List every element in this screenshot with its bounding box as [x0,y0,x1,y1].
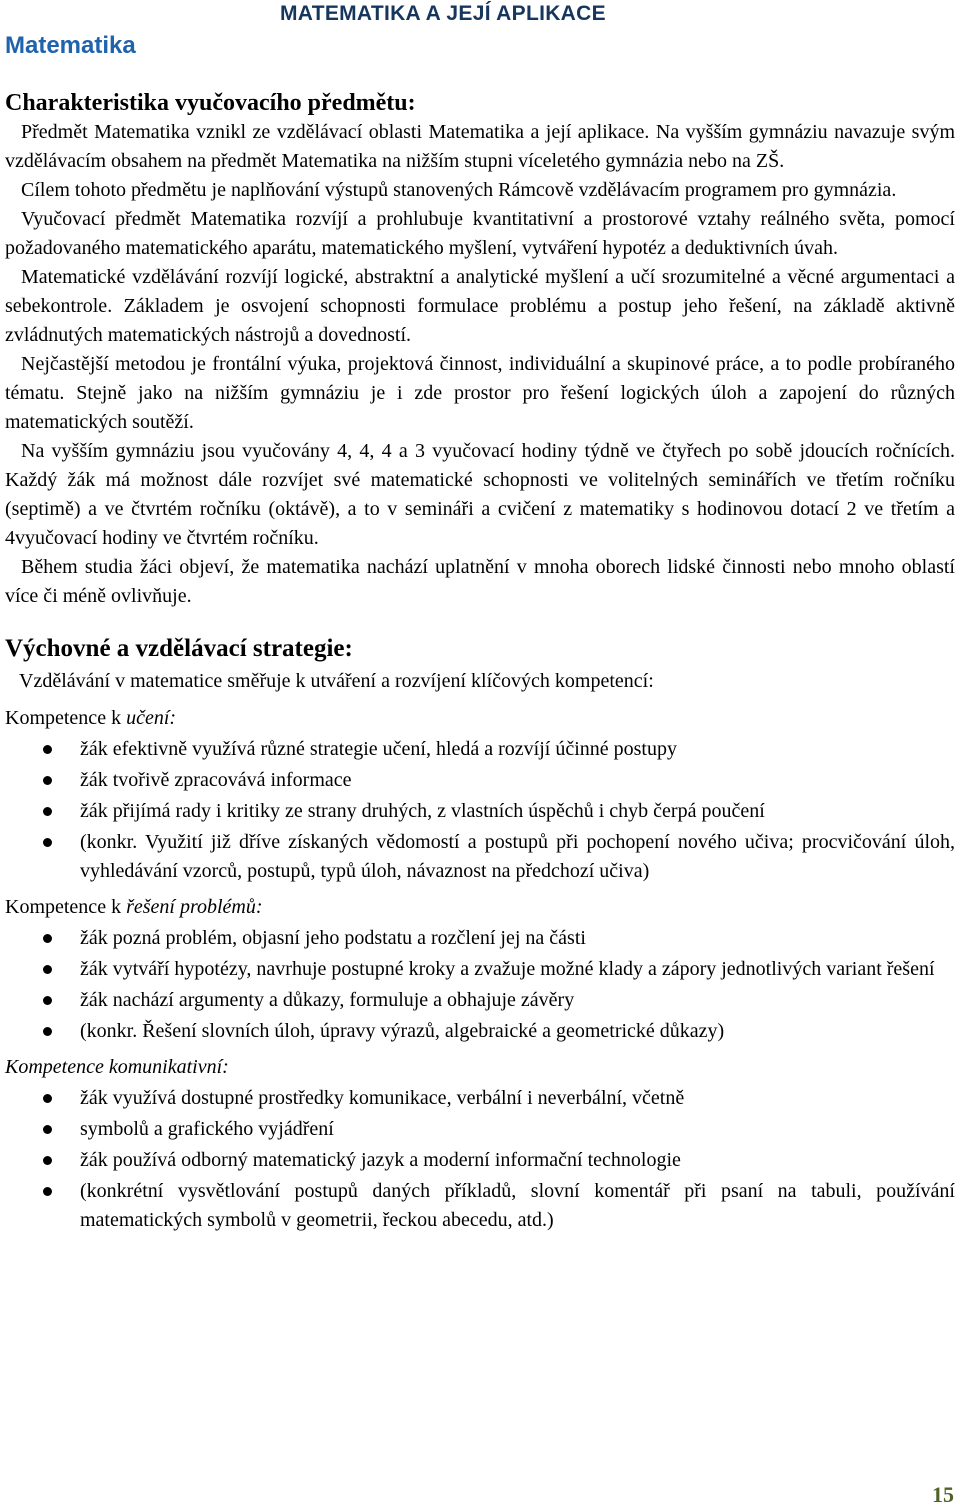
running-header: MATEMATIKA A JEJÍ APLIKACE [280,2,606,25]
list-item [5,1084,955,1113]
competence-prefix: Kompetence k [5,896,127,918]
list-item-text: žák tvořivě zpracovává informace [80,769,352,791]
list-item [5,828,955,886]
bullet-icon [43,1125,52,1134]
competence-heading-problem-solving [5,892,955,922]
page-content [5,88,955,1235]
paragraph: Matematické vzdělávání rozvíjí logické, abstraktní a analytické myšlení a učí srozumitelné a věcné argumentaci a sebekontrole. Základem je osvojení schopnosti formulace problému a postup jeho řešení, na základě aktivně zvládnutých matematických nástrojů a dovedností. [5,266,955,346]
strategies-heading: Výchovné a vzdělávací strategie: [5,635,353,662]
paragraph: Vyučovací předmět Matematika rozvíjí a prohlubuje kvantitativní a prostorové vztahy reálného světa, pomocí požadovaného matematického aparátu, matematického myšlení, vytváření hypotéz a deduktivních úvah. [5,208,955,259]
competence-heading-learning [5,703,955,733]
list-item-text: žák používá odborný matematický jazyk a moderní informační technologie [80,1149,681,1171]
competence-keyword: řešení problémů: [126,896,263,918]
list-item [5,1177,955,1235]
competence-heading-communicative [5,1052,955,1082]
strategies-intro: Vzdělávání v matematice směřuje k utváření a rozvíjení klíčových kompetencí: [19,670,654,692]
bullet-icon [43,965,52,974]
paragraph: Během studia žáci objeví, že matematika nachází uplatnění v mnoha oborech lidské činnosti nebo mnoho oblastí více či méně ovlivňuje. [5,556,955,607]
list-item [5,955,955,984]
bullet-icon [43,996,52,1005]
list-item [5,797,955,826]
characteristics-heading: Charakteristika vyučovacího předmětu: [5,90,416,116]
list-item [5,924,955,953]
bullet-icon [43,934,52,943]
list-item-text: žák vytváří hypotézy, navrhuje postupné kroky a zvažuje možné klady a zápory jednotlivých variant řešení [80,958,935,980]
list-item [5,766,955,795]
page-number: 15 [932,1482,954,1507]
list-item [5,986,955,1015]
competence-list-problem-solving [5,924,955,1046]
bullet-icon [43,1187,52,1196]
bullet-icon [43,1094,52,1103]
bullet-icon [43,776,52,785]
list-item-text: žák využívá dostupné prostředky komunikace, verbální i neverbální, včetně [80,1087,685,1109]
list-item-text: (konkr. Řešení slovních úloh, úpravy výrazů, algebraické a geometrické důkazy) [80,1020,725,1042]
bullet-icon [43,807,52,816]
list-item [5,1146,955,1175]
paragraph: Předmět Matematika vznikl ze vzdělávací oblasti Matematika a její aplikace. Na vyšším gymnáziu navazuje svým vzdělávacím obsahem na předmět Matematika na nižším stupni víceletého gymnázia nebo na ZŠ. [5,121,955,172]
list-item-text: žák nachází argumenty a důkazy, formuluje a obhajuje závěry [80,989,575,1011]
list-item-text: symbolů a grafického vyjádření [80,1118,334,1140]
list-item [5,1115,955,1144]
list-item [5,735,955,764]
paragraph: Cílem tohoto předmětu je naplňování výstupů stanovených Rámcově vzdělávacím programem pro gymnázia. [21,179,897,201]
list-item-text: žák efektivně využívá různé strategie učení, hledá a rozvíjí účinné postupy [80,738,677,760]
bullet-icon [43,1027,52,1036]
competence-keyword: Kompetence komunikativní: [5,1056,229,1078]
bullet-icon [43,1156,52,1165]
subject-title: Matematika [5,32,136,59]
bullet-icon [43,745,52,754]
competence-list-communicative [5,1084,955,1235]
list-item-text: (konkrétní vysvětlování postupů daných příkladů, slovní komentář při psaní na tabuli, používání matematických symbolů v geometrii, řeckou abecedu, atd.) [80,1180,955,1231]
bullet-icon [43,838,52,847]
competence-prefix: Kompetence k [5,707,127,729]
list-item-text: žák pozná problém, objasní jeho podstatu a rozčlení jej na části [80,927,586,949]
competence-list-learning [5,735,955,886]
list-item-text: žák přijímá rady i kritiky ze strany druhých, z vlastních úspěchů i chyb čerpá poučení [80,800,765,822]
list-item-text: (konkr. Využití již dříve získaných vědomostí a postupů při pochopení nového učiva; procvičování úloh, vyhledávání vzorců, postupů, typů úloh, návaznost na předchozí učiva) [80,831,955,882]
paragraph: Na vyšším gymnáziu jsou vyučovány 4, 4, 4 a 3 vyučovací hodiny týdně ve čtyřech po sobě jdoucích ročnících. Každý žák má možnost dále rozvíjet své matematické schopnosti ve volitelných seminářích ve třetím ročníku (septimě) a ve čtvrtém ročníku (oktávě), a to v semináři a cvičení z matematiky s hodinovou dotací 2 ve třetím a 4vyučovací hodiny ve čtvrtém ročníku. [5,440,955,549]
paragraph: Nejčastější metodou je frontální výuka, projektová činnost, individuální a skupinové práce, a to podle probíraného tématu. Stejně jako na nižším gymnáziu je i zde prostor pro řešení logických úloh a zapojení do různých matematických soutěží. [5,353,955,433]
competence-keyword: učení: [126,707,177,729]
list-item [5,1017,955,1046]
